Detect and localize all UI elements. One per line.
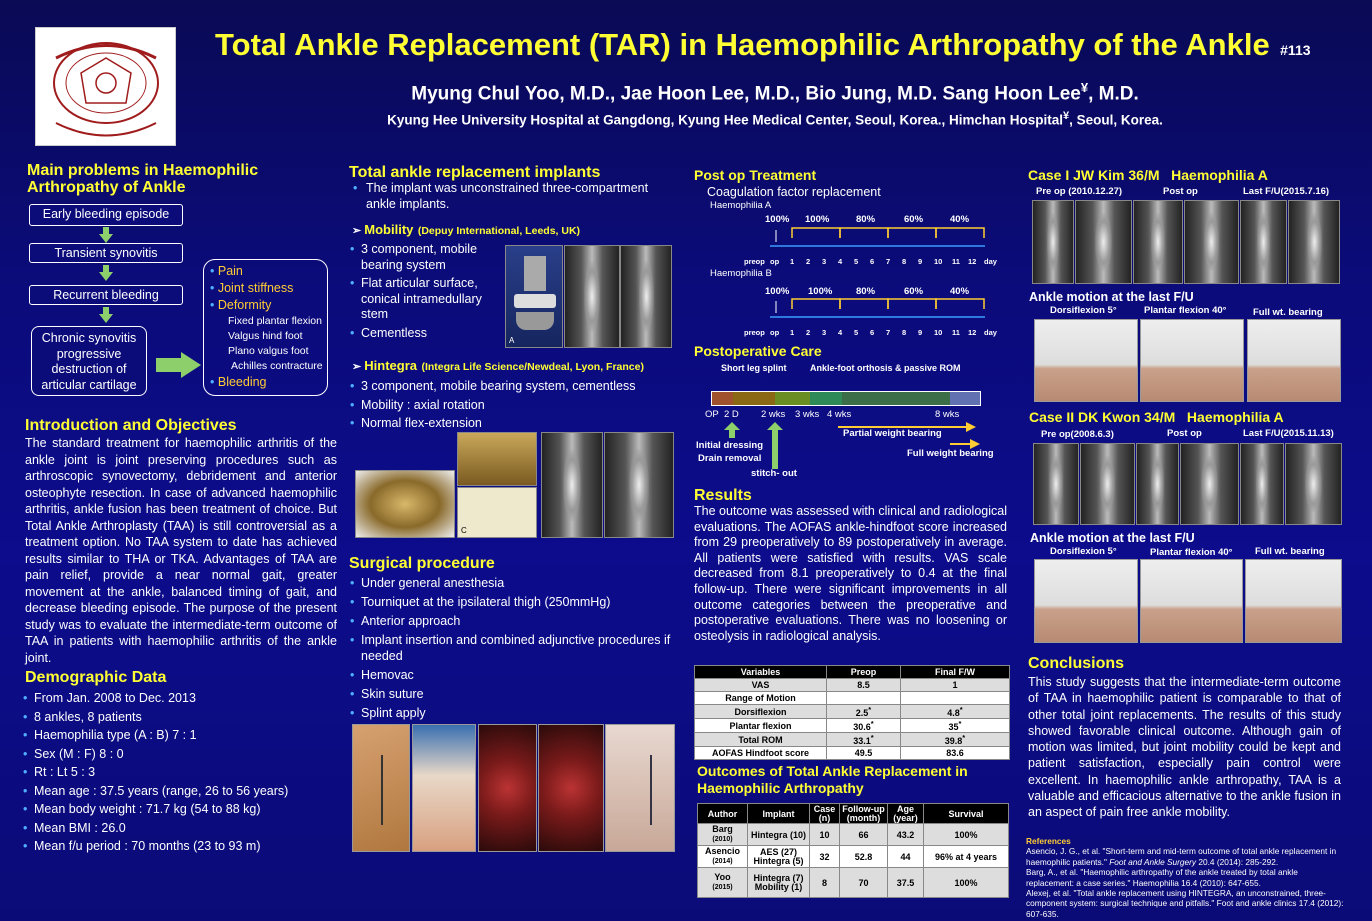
pct-a-1: 100% [765, 214, 790, 225]
case2-xray-3 [1136, 443, 1179, 525]
outcomes-table: Author Implant Case (n) Follow-up (month) Age (year) Survival Barg (2010) Hintegra (10) 10 66 43.2 100% Asencio (2014) AES (27) Hintegra (5) 32 52.8 44 96% at 4 years Yoo (2015) Hintegra (7) Mobility (1) 8 70 37.5 100% [697, 803, 1009, 898]
implants-intro: • The implant was unconstrained three-compartment ankle implants. [352, 181, 672, 212]
hintegra-xray-ap [541, 432, 603, 538]
case1-xray-1 [1032, 200, 1074, 284]
surgical-item: • Splint apply [349, 705, 679, 721]
case2-photo-dorsi [1034, 559, 1138, 643]
days-row-b: preop op 1 2 3 4 5 6 7 8 9 10 11 12 day [744, 328, 997, 337]
case2-title: Case II DK Kwon 34/M Haemophilia A [1029, 409, 1284, 425]
deformity-sub-4: Achilles contracture [231, 360, 323, 372]
pct-a-5: 40% [950, 214, 970, 225]
surgical-item: • Under general anesthesia [349, 575, 679, 591]
case2-xray-6 [1285, 443, 1342, 525]
mobility-item: • Flat articular surface, conical intramedullary stem [349, 276, 499, 323]
hintegra-xray-lat [604, 432, 674, 538]
reference-1: Asencio, J. G., et al. "Short-term and mid-term outcome of total ankle replacement in haemophilic patients." Foot and Ankle Surgery 20.4 (2014): 285-292. [1026, 846, 1337, 867]
mobility-xray-lat [620, 245, 672, 348]
results-title: Results [694, 487, 752, 504]
case2-plantar-label: Plantar flexion 40° [1150, 547, 1233, 558]
case1-fullwt-label: Full wt. bearing [1253, 307, 1323, 318]
case2-xray-5 [1240, 443, 1284, 525]
surgical-item: • Hemovac [349, 667, 679, 683]
poster-number: #113 [1280, 42, 1311, 58]
reference-2: Barg, A., et al. "Haemophilic arthropathy of the ankle treated by total ankle replacement: a case series." Haemophilia 16.4 (2010): 647-655. [1026, 867, 1298, 888]
results-table: Variables Preop Final F/W VAS 8.5 1 Range of Motion Dorsiflexion 2.5* 4.8* Plantar flexion 30.6* 35* Total ROM 33.1* 39.8* AOFAS Hindfoot score 49.5 83.6 [694, 665, 1010, 760]
demo-item: • Rt : Lt 5 : 3 [22, 763, 342, 782]
pct-a-2: 100% [805, 214, 830, 225]
references-title: References [1026, 836, 1071, 846]
full-wb-label: Full weight bearing [907, 448, 994, 459]
down-arrow-icon [101, 307, 111, 323]
pct-a-3: 80% [856, 214, 876, 225]
case2-lastfu-label: Last F/U(2015.11.13) [1243, 428, 1334, 439]
flow-chronic-synovitis: Chronic synovitis progressive destruction of articular cartilage [31, 326, 147, 396]
surgical-photo-1 [352, 724, 410, 852]
authors: Myung Chul Yoo, M.D., Jae Hoon Lee, M.D., Bio Jung, M.D. Sang Hoon Lee¥, M.D. [411, 80, 1139, 105]
mobility-heading: ➢ Mobility (Depuy International, Leeds, UK) [352, 222, 581, 237]
mobility-list [349, 242, 499, 341]
problem-deformity: Deformity [217, 298, 272, 312]
hintegra-heading: ➢ Hintegra (Integra Life Science/Newdeal, Lyon, France) [352, 358, 644, 373]
case1-preop-label: Pre op (2010.12.27) [1036, 186, 1123, 197]
demo-item: • Mean f/u period : 70 months (23 to 93 m) [22, 837, 342, 856]
case1-lastfu-label: Last F/U(2015.7.16) [1243, 186, 1330, 197]
postop-subtitle: Coagulation factor replacement [707, 185, 881, 199]
case2-xray-2 [1080, 443, 1135, 525]
case2-xray-1 [1033, 443, 1079, 525]
poster-title [215, 27, 1335, 63]
haemophilia-b-label: Haemophilia B [710, 268, 772, 279]
case2-motion-title: Ankle motion at the last F/U [1030, 531, 1195, 545]
demographic-list [22, 689, 342, 856]
drain-removal-label: Drain removal [698, 453, 762, 464]
case2-preop-label: Pre op(2008.6.3) [1041, 429, 1114, 440]
surgical-photo-3 [478, 724, 537, 852]
seal-icon [36, 28, 177, 147]
outcomes-title: Outcomes of Total Ankle Replacement in Haemophilic Arthropathy [697, 763, 968, 796]
postop-care-title: Postoperative Care [694, 343, 822, 359]
fig-label-c: C [461, 526, 467, 535]
title-text: Total Ankle Replacement (TAR) in Haemophilic Arthropathy of the Ankle [215, 27, 1270, 62]
case2-xray-4 [1180, 443, 1239, 525]
demo-item: • Mean BMI : 26.0 [22, 819, 342, 838]
demo-item: • Sex (M : F) 8 : 0 [22, 745, 342, 764]
case1-photo-full [1247, 319, 1341, 402]
pct-b-4: 60% [904, 286, 924, 297]
demo-item: • Mean age : 37.5 years (range, 26 to 56 years) [22, 782, 342, 801]
hintegra-implant-photo-1 [355, 470, 455, 538]
case1-postop-label: Post op [1163, 186, 1198, 197]
affiliations: Kyung Hee University Hospital at Gangdong, Kyung Hee Medical Center, Seoul, Korea., Himchan Hospital¥, Seoul, Korea. [387, 110, 1163, 128]
mobility-item: • Cementless [349, 326, 499, 342]
hintegra-item: • Mobility : axial rotation [349, 396, 679, 415]
surgical-item: • Tourniquet at the ipsilateral thigh (250mmHg) [349, 594, 679, 610]
initial-dressing-label: Initial dressing [696, 440, 764, 451]
demo-item: • From Jan. 2008 to Dec. 2013 [22, 689, 342, 708]
conclusions-title: Conclusions [1028, 655, 1125, 672]
pct-b-1: 100% [765, 286, 790, 297]
coagulation-timeline [690, 210, 1010, 345]
deformity-sub-2: Valgus hind foot [228, 330, 303, 342]
pct-b-5: 40% [950, 286, 970, 297]
case2-photo-full [1245, 559, 1342, 643]
pct-a-4: 60% [904, 214, 924, 225]
case1-xray-4 [1184, 200, 1239, 284]
intro-text: The standard treatment for haemophilic arthritis of the ankle joint is joint preserving procedures such as arthroscopic synovectomy, debridement and anterior osteophyte resection. In case of advanced haemophilic arthritis, ankle fusion has been treatment of choice. But Total Ankle Arthroplasty (TAA) is still controversial as a treatment option. No TAA system to date has achieved results similar to THA or TKA. Advantages of TAA are pain relief, provide a near normal gait, greater movement at the ankle, balanced timing of gait, and decrease bleeding episode. The purpose of the present study was to evaluate the intermediate-term outcome of TAA in patients with haemophilic arthritis of the ankle joint. [25, 436, 337, 665]
surgical-item: • Anterior approach [349, 613, 679, 629]
problem-stiffness: Joint stiffness [217, 281, 294, 295]
main-problems-title: Main problems in Haemophilic Arthropathy of Ankle [27, 162, 259, 196]
flow-transient-synovitis: Transient synovitis [29, 243, 183, 263]
surgical-photo-2 [412, 724, 476, 852]
case1-photo-plantar [1140, 319, 1244, 402]
conclusions-text: This study suggests that the intermediate-term outcome of TAA in haemophilic patient is comparable to that of other total joint replacements. The results of this study showed favorable clinical outcome. Although gain of motion was limited, but joint mobility could be kept and patient satisfaction, especially pain control were excellent. In haemophilic ankle arthropathy, TAA is a valuable and efficacious alternative to the ankle fusion in an aspect of pain free ankle mobility. [1028, 675, 1341, 820]
deformity-sub-1: Fixed plantar flexion [228, 315, 322, 327]
demo-item: • Haemophilia type (A : B) 7 : 1 [22, 726, 342, 745]
up-arrow-icon [725, 422, 739, 438]
surgical-photo-5 [605, 724, 675, 852]
surgical-title: Surgical procedure [349, 555, 495, 572]
care-ticks: OP 2 D 2 wks 3 wks 4 wks 8 wks [705, 409, 960, 420]
pct-b-3: 80% [856, 286, 876, 297]
case1-motion-title: Ankle motion at the last F/U [1029, 290, 1194, 304]
care-timeline-bar [711, 391, 981, 406]
hintegra-implant-photo-3 [457, 487, 537, 538]
stitch-out-label: stitch- out [751, 468, 797, 479]
afo-label: Ankle-foot orthosis & passive ROM [810, 363, 961, 373]
fig-label-a: A [509, 336, 515, 345]
references [1026, 836, 1348, 919]
demographic-title: Demographic Data [25, 669, 167, 686]
reference-3: Alexej, et al. "Total ankle replacement using HINTEGRA, an unconstrained, three-component system: surgical technique and pitfalls." Foot and ankle clinics 17.4 (2012): 607-635. [1026, 888, 1344, 919]
down-arrow-icon [101, 227, 111, 243]
case1-xray-6 [1288, 200, 1340, 284]
case1-xray-3 [1133, 200, 1183, 284]
surgical-item: • Implant insertion and combined adjunctive procedures if needed [349, 632, 679, 664]
problem-bleeding: Bleeding [217, 375, 267, 389]
right-arrow-icon [156, 352, 202, 378]
case1-title: Case I JW Kim 36/M Haemophilia A [1028, 167, 1268, 183]
mobility-xray-ap [564, 245, 620, 348]
short-leg-splint-label: Short leg splint [721, 363, 787, 373]
case1-dorsi-label: Dorsiflexion 5° [1050, 305, 1117, 316]
case2-dorsi-label: Dorsiflexion 5° [1050, 546, 1117, 557]
mobility-item: • 3 component, mobile bearing system [349, 242, 499, 273]
flow-early-bleeding: Early bleeding episode [29, 204, 183, 226]
intro-title: Introduction and Objectives [25, 417, 237, 434]
problem-pain: Pain [217, 264, 243, 278]
hintegra-item: • Normal flex-extension [349, 414, 679, 433]
mobility-implant-photo [505, 245, 563, 348]
down-arrow-icon [101, 265, 111, 281]
demo-item: • 8 ankles, 8 patients [22, 708, 342, 727]
haemophilia-a-label: Haemophilia A [710, 200, 772, 211]
hintegra-implant-photo-2 [457, 432, 537, 486]
problems-box: • Pain • Joint stiffness • Deformity Fixed plantar flexion Valgus hind foot Plano valgus foot Achilles contracture • Bleeding [203, 259, 328, 396]
case2-postop-label: Post op [1167, 428, 1202, 439]
case1-xray-2 [1075, 200, 1132, 284]
surgical-photo-4 [538, 724, 604, 852]
demo-item: • Mean body weight : 71.7 kg (54 to 88 kg) [22, 800, 342, 819]
case2-photo-plantar [1140, 559, 1243, 643]
case1-plantar-label: Plantar flexion 40° [1144, 305, 1227, 316]
full-wb-arrow [950, 440, 980, 448]
university-logo [35, 27, 176, 146]
days-row-a: preop op 1 2 3 4 5 6 7 8 9 10 11 12 day [744, 257, 997, 266]
flow-recurrent-bleeding: Recurrent bleeding [29, 285, 183, 305]
surgical-list [349, 575, 679, 721]
deformity-sub-3: Plano valgus foot [228, 345, 309, 357]
pct-b-2: 100% [808, 286, 833, 297]
up-arrow-icon [768, 422, 782, 470]
results-text: The outcome was assessed with clinical and radiological evaluations. The AOFAS ankle-hindfoot score increased from 29 preoperatively to 89 postoperatively in average. All patients were satisfied with results. VAS scale decreased from 8.1 preoperatively to 0.4 at the final follow-up. There were significant improvements in all outcome categories between the preoperative and postoperative evaluations. There was no loosening or osteolysis in radiological analysis. [694, 504, 1007, 643]
implants-title: Total ankle replacement implants [349, 164, 601, 181]
case1-photo-dorsi [1034, 319, 1138, 402]
partial-wb-label: Partial weight bearing [843, 428, 942, 439]
hintegra-list [349, 377, 679, 433]
hintegra-item: • 3 component, mobile bearing system, cementless [349, 377, 679, 396]
case1-xray-5 [1240, 200, 1287, 284]
surgical-item: • Skin suture [349, 686, 679, 702]
case2-fullwt-label: Full wt. bearing [1255, 546, 1325, 557]
postop-title: Post op Treatment [694, 167, 817, 183]
